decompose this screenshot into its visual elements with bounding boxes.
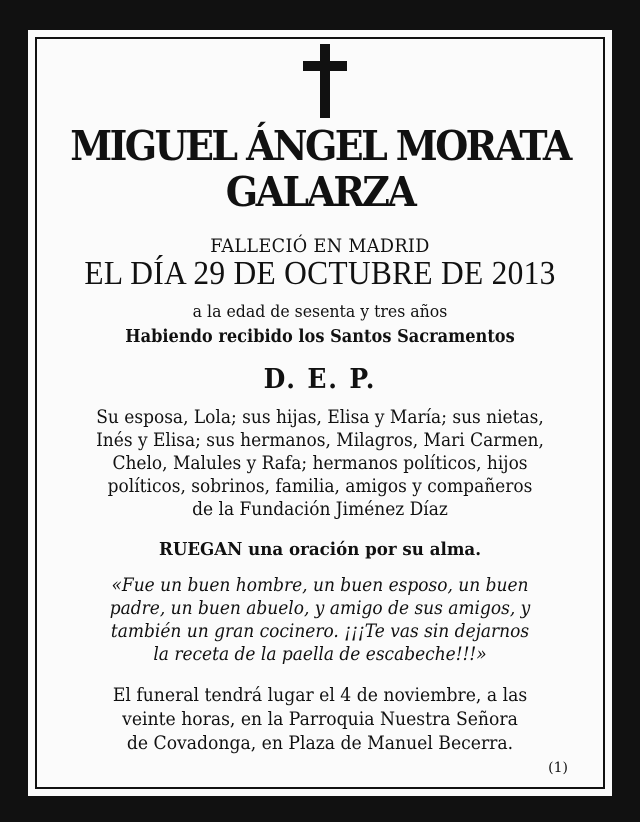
- age-at-death: a la edad de sesenta y tres años: [192, 302, 448, 322]
- quote-line: «Fue un buen hombre, un buen esposo, un buen: [111, 575, 529, 596]
- quote-line: la receta de la paella de escabeche!!!»: [153, 644, 487, 665]
- deceased-name-line2: GALARZA: [225, 168, 415, 216]
- quote-line: padre, un buen abuelo, y amigo de sus amigos, y: [109, 598, 531, 619]
- family-line: políticos, sobrinos, familia, amigos y compañeros: [107, 476, 533, 497]
- family-line: Su esposa, Lola; sus hijas, Elisa y María; sus nietas,: [96, 407, 544, 428]
- sacraments-line: Habiendo recibido los Santos Sacramentos: [125, 327, 515, 347]
- family-line: Inés y Elisa; sus hermanos, Milagros, Mari Carmen,: [96, 430, 544, 451]
- dep-heading: D. E. P.: [263, 364, 377, 395]
- latin-cross-icon: [303, 44, 347, 120]
- family-line: Chelo, Malules y Rafa; hermanos políticos, hijos: [112, 453, 528, 474]
- date-of-death: EL DÍA 29 DE OCTUBRE DE 2013: [84, 255, 556, 292]
- notice-reference-number: (1): [548, 760, 568, 776]
- family-line: de la Fundación Jiménez Díaz: [192, 499, 448, 520]
- funeral-line: de Covadonga, en Plaza de Manuel Becerra.: [126, 733, 514, 754]
- place-of-death: FALLECIÓ EN MADRID: [210, 235, 430, 257]
- funeral-line: El funeral tendrá lugar el 4 de noviembre, a las: [112, 685, 528, 706]
- funeral-line: veinte horas, en la Parroquia Nuestra Señora: [122, 709, 518, 730]
- obituary-notice: [28, 30, 612, 796]
- deceased-name-line1: MIGUEL ÁNGEL MORATA: [70, 122, 570, 170]
- quote-line: también un gran cocinero. ¡¡¡Te vas sin dejarnos: [110, 621, 530, 642]
- prayer-request: RUEGAN una oración por su alma.: [158, 539, 482, 560]
